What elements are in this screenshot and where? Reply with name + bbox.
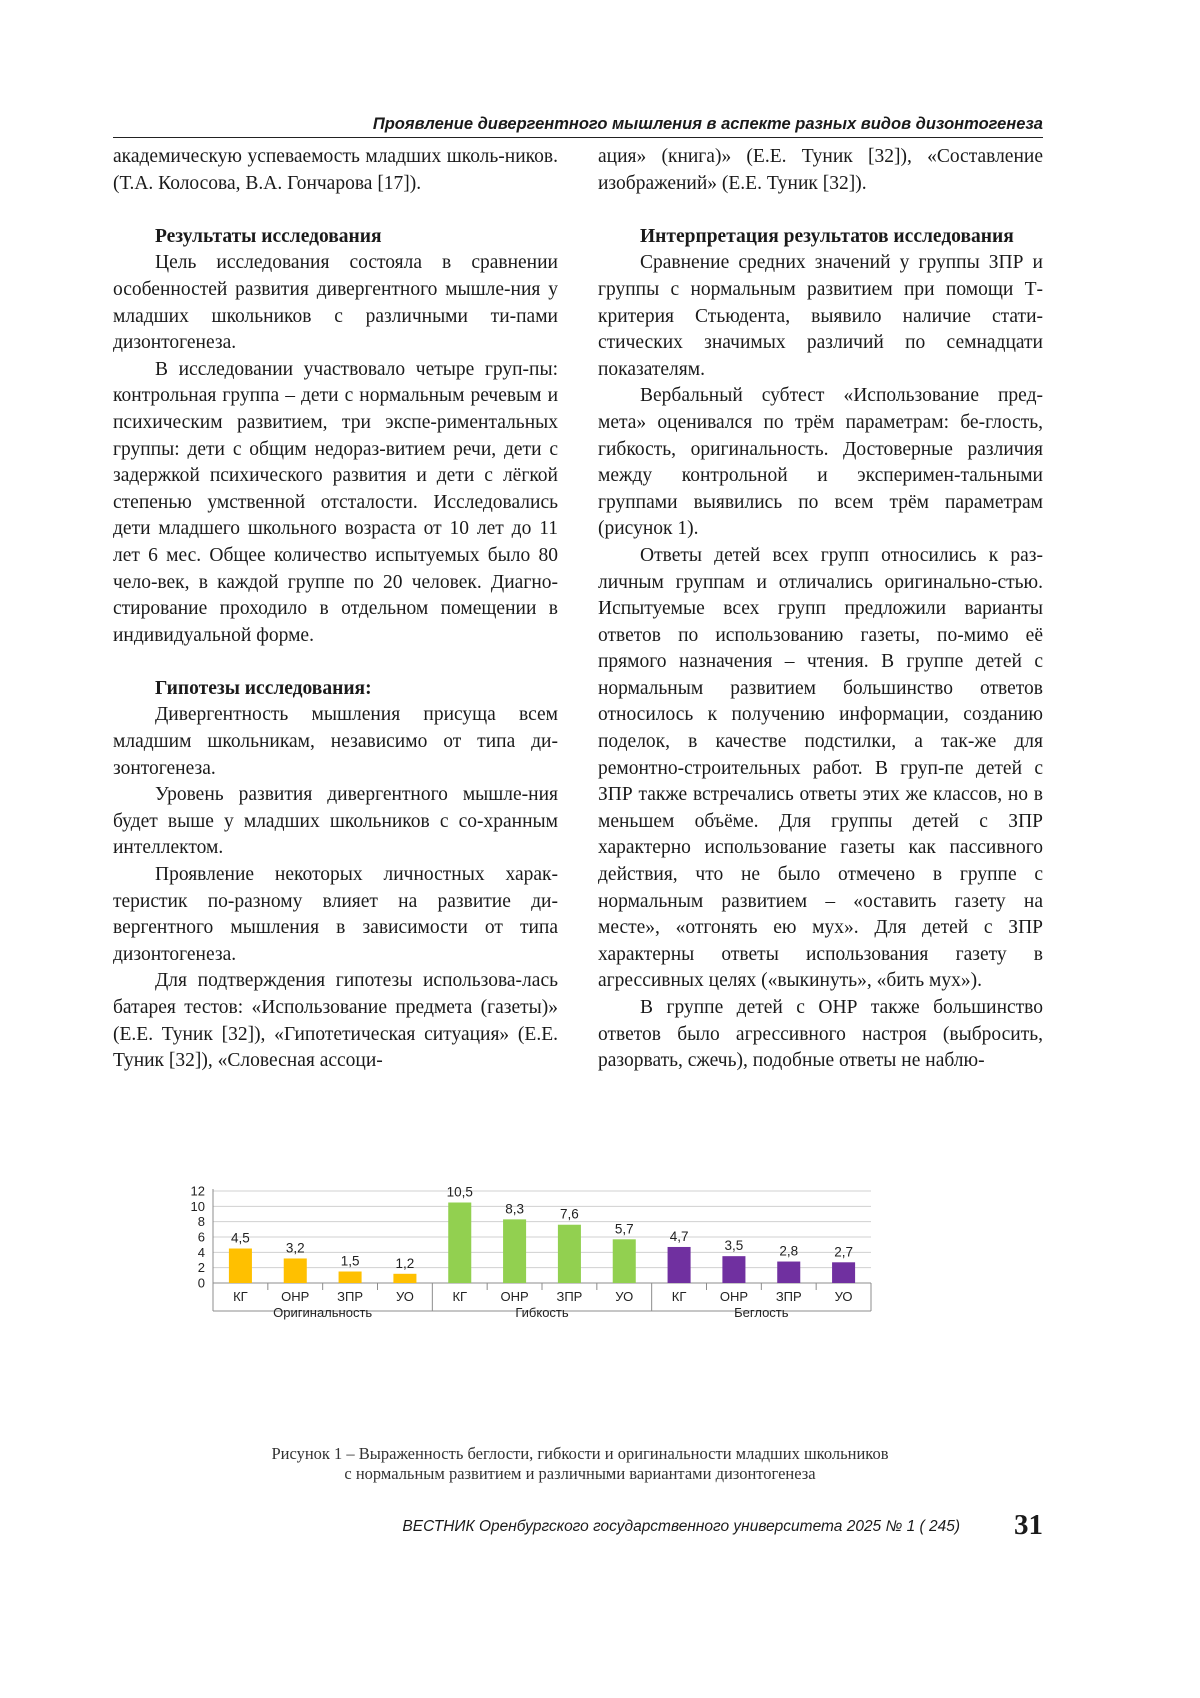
data-label: 10,5 (446, 1184, 473, 1200)
figure-1-chart (185, 1165, 985, 1415)
running-title: Проявление дивергентного мышления в аспекте разных видов дизонтогенеза (372, 115, 1043, 133)
x-category-label: КГ (452, 1289, 468, 1304)
bar-1-1 (503, 1219, 526, 1283)
bar-0-1 (284, 1258, 307, 1283)
data-label: 1,5 (340, 1253, 360, 1269)
data-label: 1,2 (395, 1255, 415, 1271)
bar-1-2 (558, 1225, 581, 1283)
body-paragraph: Проявление некоторых личностных харак-теристик по-разному влияет на развитие ди-вергентного мышления в зависимости от типа дизонтогенеза. (113, 864, 558, 965)
bar-2-3 (832, 1262, 855, 1283)
x-category-label: ЗПР (775, 1289, 802, 1304)
data-label: 3,2 (285, 1240, 305, 1256)
body-paragraph: академическую успеваемость младших школь-ников. (Т.А. Колосова, В.А. Гончарова [17]). (113, 146, 558, 194)
paragraph-gap (113, 197, 558, 224)
x-category-label: ОНР (500, 1289, 529, 1304)
x-category-label: УО (834, 1289, 853, 1304)
body-paragraph: Ответы детей всех групп относились к раз-личным группам и отличались оригинально-стью. Испытуемые всех групп предложили варианты ответов по использованию газеты, по-мимо её прямого назначения – чтения. В группе детей с нормальным развитием большинство ответов относилось к получению информации, созданию поделок, в качестве подстилки, а так-же для ремонтно-строительных работ. В груп-пе детей с ЗПР также встречались ответы этих же классов, но в меньшем объёме. Для группы детей с ЗПР характерно использование газеты как пассивного действия, что не было отмечено в группе с нормальным развитием – «оставить газету на месте», «отгонять ею мух». Для детей с ЗПР характерны ответы использования газету в агрессивных целях («выкинуть», «бить мух»). (598, 544, 1043, 992)
body-paragraph: Для подтверждения гипотезы использова-лась батарея тестов: «Использование предмета (газеты)» (Е.Е. Туник [32]), «Гипотетическая ситуация» (Е.Е. Туник [32]), «Словесная ассоци- (113, 970, 558, 1072)
body-paragraph: В исследовании участвовало четыре груп-пы: контрольная группа – дети с нормальным речевым и психическим развитием, три экспе-риментальных группы: дети с общим недораз-витием речи, дети с задержкой психического развития и дети с лёгкой степенью умственной отсталости. Исследовались дети младшего школьного возраста от 10 лет до 11 лет 6 мес. Общее количество испытуемых было 80 чело-век, в каждой группе по 20 человек. Диагно-стирование проходило в отдельном помещении в индивидуальной форме. (113, 358, 558, 646)
right-column (598, 144, 1043, 1075)
bar-1-0 (448, 1203, 471, 1284)
data-label: 8,3 (505, 1201, 524, 1217)
data-label: 5,7 (614, 1221, 634, 1237)
x-group-label: Беглость (734, 1305, 789, 1320)
bar-2-1 (722, 1256, 745, 1283)
bar-0-0 (229, 1249, 252, 1284)
journal-footer: ВЕСТНИК Оренбургского государственного университета 2025 № 1 ( 245) (402, 1518, 960, 1535)
data-label: 7,6 (560, 1206, 579, 1222)
body-paragraph: Уровень развития дивергентного мышле-ния будет выше у младших школьников с со-хранным интеллектом. (113, 784, 558, 859)
bar-0-3 (393, 1274, 416, 1283)
x-category-label: КГ (671, 1289, 687, 1304)
body-paragraph: Цель исследования состояла в сравнении особенностей развития дивергентного мышле-ния у младших школьников с различными ти-пами дизонтогенеза. (113, 252, 558, 354)
data-label: 4,7 (669, 1228, 689, 1244)
section-heading: Интерпретация результатов исследования (640, 225, 1014, 247)
body-paragraph: Вербальный субтест «Использование пред-мета» оценивался по трём параметрам: бе-глость, гибкость, оригинальность. Достоверные различия между контрольной и эксперимен-тальными группами выявились по всем трём параметрам (рисунок 1). (598, 385, 1043, 540)
x-category-label: ОНР (281, 1289, 310, 1304)
left-column (113, 144, 558, 1075)
section-heading: Гипотезы исследования: (155, 677, 372, 699)
x-group-label: Оригинальность (273, 1305, 373, 1320)
x-category-label: ЗПР (556, 1289, 583, 1304)
bar-chart (185, 1165, 985, 1415)
section-heading: Результаты исследования (155, 225, 382, 247)
body-paragraph: Дивергентность мышления присуща всем младшим школьникам, независимо от типа ди-зонтогенеза. (113, 704, 558, 779)
bar-0-2 (339, 1272, 362, 1284)
bar-2-0 (668, 1247, 691, 1283)
x-category-label: УО (615, 1289, 634, 1304)
body-paragraph: ация» (книга)» (Е.Е. Туник [32]), «Составление изображений» (Е.Е. Туник [32]). (598, 146, 1043, 194)
y-tick-label: 8 (197, 1214, 205, 1230)
data-label: 2,7 (834, 1244, 853, 1260)
page-number: 31 (1014, 1509, 1043, 1541)
caption-line-2: с нормальным развитием и различными вариантами дизонтогенеза (344, 1464, 816, 1483)
y-tick-label: 0 (197, 1275, 205, 1291)
y-tick-label: 12 (190, 1183, 205, 1199)
x-category-label: ЗПР (337, 1289, 364, 1304)
bar-2-2 (777, 1262, 800, 1283)
data-label: 2,8 (779, 1243, 799, 1259)
x-group-label: Гибкость (515, 1305, 569, 1320)
paragraph-gap (113, 649, 558, 676)
x-category-label: КГ (233, 1289, 248, 1304)
y-tick-label: 4 (197, 1244, 205, 1260)
header-rule (113, 137, 1043, 138)
paragraph-gap (598, 197, 1043, 224)
x-category-label: УО (395, 1289, 414, 1304)
data-label: 4,5 (231, 1230, 250, 1246)
bar-1-3 (613, 1239, 636, 1283)
y-tick-label: 2 (197, 1260, 205, 1276)
y-tick-label: 10 (190, 1198, 205, 1214)
figure-caption (150, 1444, 1010, 1484)
x-category-label: ОНР (719, 1289, 749, 1304)
data-label: 3,5 (724, 1238, 744, 1254)
caption-line-1: Рисунок 1 – Выраженность беглости, гибкости и оригинальности младших школьников (271, 1444, 889, 1463)
y-tick-label: 6 (197, 1229, 205, 1245)
body-paragraph: Сравнение средних значений у группы ЗПР и группы с нормальным развитием при помощи Т-критерия Стьюдента, выявило наличие стати-стических значимых различий по семнадцати показателям. (598, 252, 1043, 380)
body-paragraph: В группе детей с ОНР также большинство ответов было агрессивного настроя (выбросить, разорвать, сжечь), подобные ответы не наблю- (598, 997, 1043, 1072)
